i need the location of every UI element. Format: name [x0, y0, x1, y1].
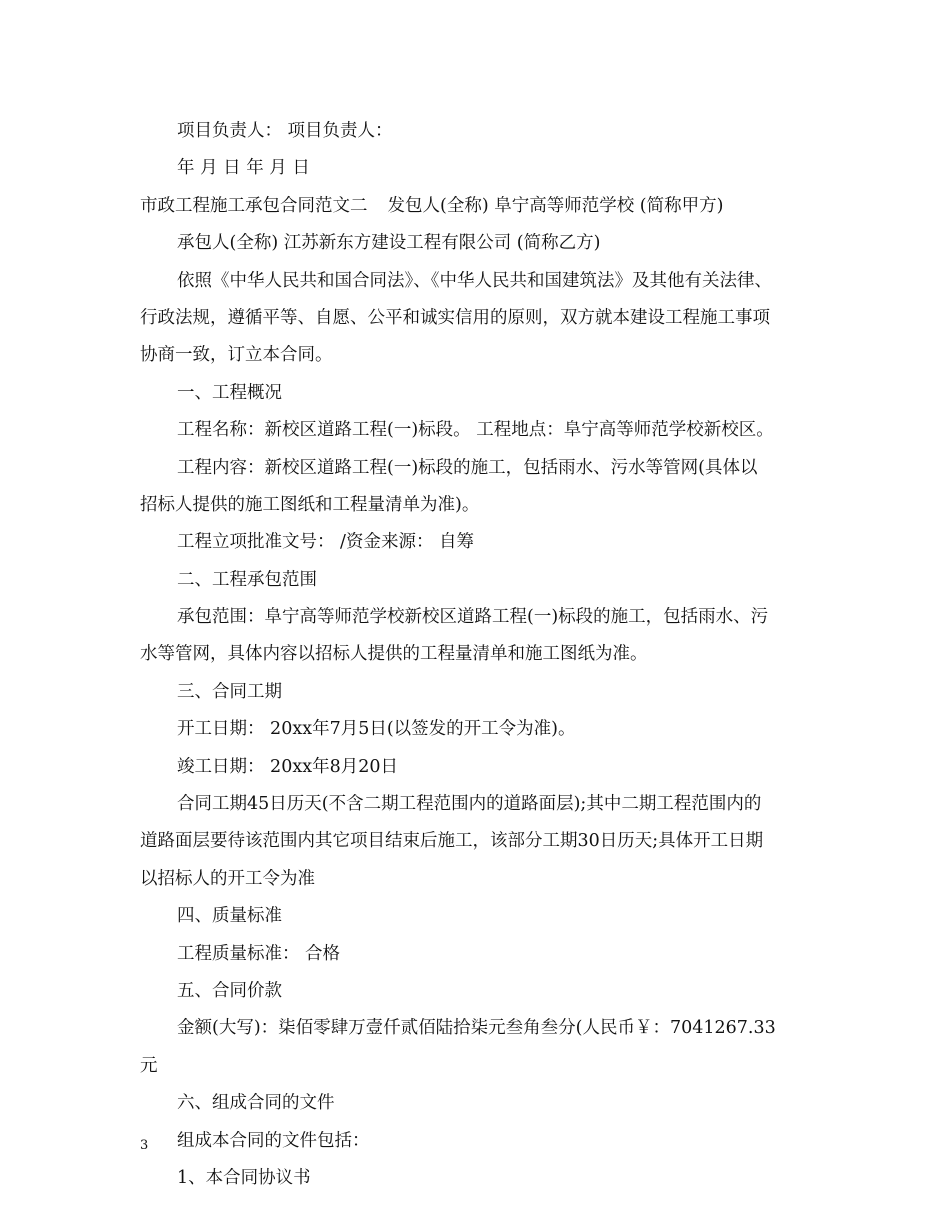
line-text: 工程质量标准： 合格	[177, 943, 341, 964]
text-line	[140, 150, 815, 187]
line-text: 项目负责人： 项目负责人：	[177, 121, 393, 141]
line-text: 协商一致，订立本合同。	[140, 345, 333, 366]
line-text: 五、合同价款	[177, 980, 282, 1001]
text-line	[140, 562, 815, 599]
text-line	[140, 1160, 815, 1197]
text-line	[140, 188, 815, 225]
text-line	[140, 113, 815, 150]
text-line	[140, 636, 815, 673]
text-line	[140, 861, 815, 898]
line-text: 工程内容：新校区道路工程(一)标段的施工，包括雨水、污水等管网(具体以	[177, 457, 758, 478]
line-text: 合同工期45日历天(不含二期工程范围内的道路面层);其中二期工程范围内的	[177, 794, 762, 815]
line-text: 招标人提供的施工图纸和工程量清单为准)。	[140, 494, 480, 515]
line-text: 四、质量标准	[177, 906, 282, 927]
line-text: 工程立项批准文号： /资金来源： 自筹	[177, 532, 475, 553]
text-line	[140, 263, 815, 300]
text-line	[140, 1010, 815, 1047]
line-text: 行政法规，遵循平等、自愿、公平和诚实信用的原则，双方就本建设工程施工事项	[140, 307, 770, 328]
text-line	[140, 337, 815, 374]
line-text: 金额(大写)：柒佰零肆万壹仟贰佰陆拾柒元叁角叁分(人民币￥：7041267.33	[177, 1018, 776, 1039]
line-text: 道路面层要待该范围内其它项目结束后施工，该部分工期30日历天;具体开工日期	[140, 831, 764, 852]
line-text: 1、本合同协议书	[177, 1167, 311, 1188]
text-line	[140, 823, 815, 860]
text-line	[140, 936, 815, 973]
text-line	[140, 599, 815, 636]
line-text-extra: 发包人(全称) 阜宁高等师范学校 (简称甲方)	[387, 195, 724, 216]
text-line	[140, 898, 815, 935]
line-text: 水等管网，具体内容以招标人提供的工程量清单和施工图纸为准。	[140, 644, 648, 665]
line-text: 年 月 日 年 月 日	[177, 158, 310, 179]
line-text: 竣工日期： 20xx年8月20日	[177, 756, 398, 777]
line-text: 依照《中华人民共和国合同法》、《中华人民共和国建筑法》及其他有关法律、	[177, 270, 772, 291]
line-text: 三、合同工期	[177, 681, 282, 702]
page-number: 3	[140, 1138, 149, 1153]
line-text: 元	[140, 1055, 158, 1076]
text-line	[140, 749, 815, 786]
text-line	[140, 300, 815, 337]
text-line	[140, 786, 815, 823]
line-text: 市政工程施工承包合同范文二	[140, 195, 368, 216]
text-line	[140, 1123, 815, 1160]
text-line	[140, 973, 815, 1010]
text-line	[140, 1085, 815, 1122]
line-text: 承包范围：阜宁高等师范学校新校区道路工程(一)标段的施工，包括雨水、污	[177, 607, 769, 628]
text-line	[140, 225, 815, 262]
document-body	[140, 113, 815, 1197]
text-line	[140, 487, 815, 524]
text-line	[140, 711, 815, 748]
text-line	[140, 674, 815, 711]
line-text: 组成本合同的文件包括：	[177, 1130, 370, 1151]
line-text: 以招标人的开工令为准	[140, 868, 315, 889]
text-line	[140, 375, 815, 412]
line-text: 承包人(全称) 江苏新东方建设工程有限公司 (简称乙方)	[177, 233, 601, 254]
line-text: 工程名称：新校区道路工程(一)标段。 工程地点：阜宁高等师范学校新校区。	[177, 420, 774, 441]
line-text: 开工日期： 20xx年7月5日(以签发的开工令为准)。	[177, 719, 576, 740]
text-line	[140, 412, 815, 449]
line-text: 二、工程承包范围	[177, 569, 317, 590]
text-line	[140, 524, 815, 561]
line-text: 六、组成合同的文件	[177, 1093, 335, 1114]
text-line	[140, 1048, 815, 1085]
text-line	[140, 450, 815, 487]
line-text: 一、工程概况	[177, 382, 282, 403]
